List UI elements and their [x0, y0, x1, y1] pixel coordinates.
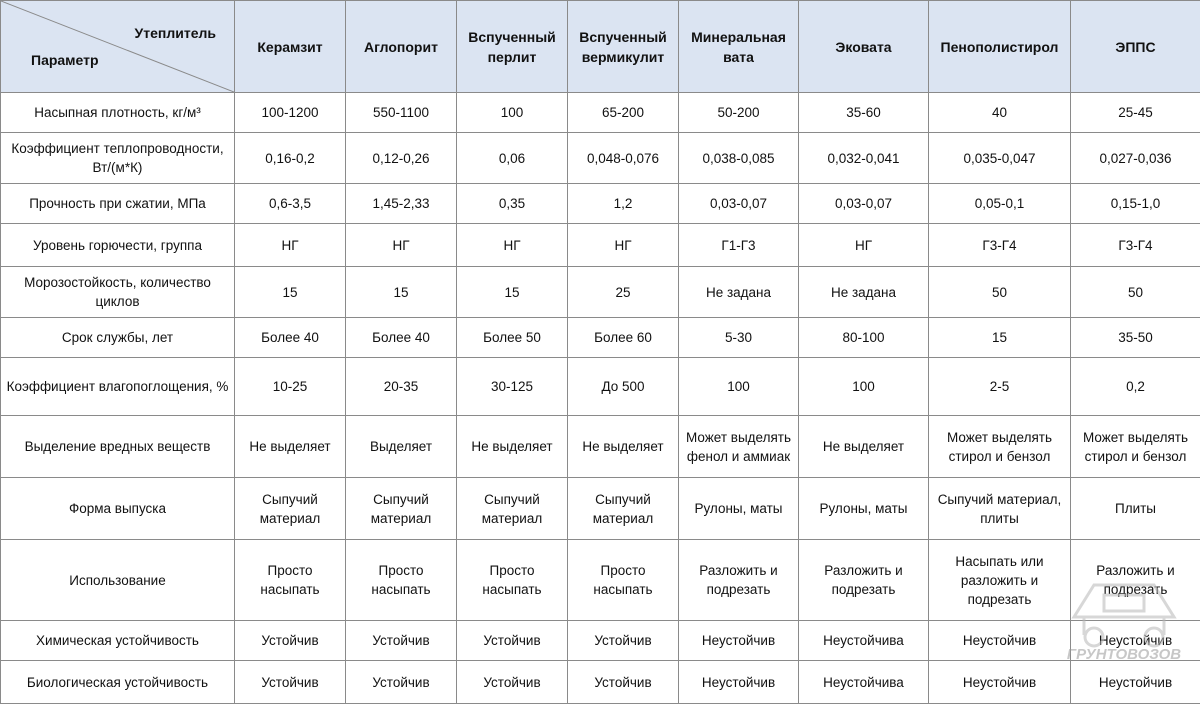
table-cell: Устойчив: [346, 621, 457, 661]
table-row: [1, 540, 1200, 621]
table-cell: 0,05-0,1: [929, 184, 1071, 224]
table-cell: 0,6-3,5: [235, 184, 346, 224]
table-cell: 1,2: [568, 184, 679, 224]
column-header: Вспученный перлит: [457, 1, 568, 93]
table-row: [1, 93, 1200, 133]
row-label: Прочность при сжатии, МПа: [1, 184, 235, 224]
diagonal-divider: [1, 1, 234, 92]
table-cell: Устойчив: [235, 661, 346, 704]
table-cell: НГ: [346, 224, 457, 267]
row-label: Уровень горючести, группа: [1, 224, 235, 267]
table-cell: Может выделять фенол и аммиак: [679, 416, 799, 478]
table-cell: 20-35: [346, 358, 457, 416]
table-cell: Просто насыпать: [235, 540, 346, 621]
table-cell: Неустойчива: [799, 661, 929, 704]
table-cell: 50: [929, 267, 1071, 318]
table-cell: 0,027-0,036: [1071, 133, 1200, 184]
row-label: Использование: [1, 540, 235, 621]
table-cell: 15: [929, 318, 1071, 358]
table-cell: Насыпать или разложить и подрезать: [929, 540, 1071, 621]
table-cell: 25: [568, 267, 679, 318]
table-cell: 0,035-0,047: [929, 133, 1071, 184]
table-cell: Может выделять стирол и бензол: [929, 416, 1071, 478]
table-cell: 100: [457, 93, 568, 133]
table-cell: Неустойчив: [679, 661, 799, 704]
table-cell: 0,2: [1071, 358, 1200, 416]
row-label: Коэффициент влагопоглощения, %: [1, 358, 235, 416]
table-cell: Более 50: [457, 318, 568, 358]
table-cell: 0,15-1,0: [1071, 184, 1200, 224]
table-cell: 5-30: [679, 318, 799, 358]
table-cell: Г1-Г3: [679, 224, 799, 267]
table-cell: Не выделяет: [568, 416, 679, 478]
table-cell: НГ: [799, 224, 929, 267]
table-cell: 15: [457, 267, 568, 318]
table-cell: Сыпучий материал: [568, 478, 679, 540]
row-label: Биологическая устойчивость: [1, 661, 235, 704]
table-cell: 40: [929, 93, 1071, 133]
table-row: [1, 318, 1200, 358]
table-cell: Устойчив: [235, 621, 346, 661]
table-cell: 35-50: [1071, 318, 1200, 358]
column-header: Аглопорит: [346, 1, 457, 93]
table-cell: 15: [235, 267, 346, 318]
table-cell: Не задана: [799, 267, 929, 318]
table-cell: Разложить и подрезать: [1071, 540, 1200, 621]
table-cell: Неустойчива: [799, 621, 929, 661]
table-cell: Не выделяет: [457, 416, 568, 478]
corner-top-label: Утеплитель: [135, 23, 216, 43]
row-label: Морозостойкость, количество циклов: [1, 267, 235, 318]
table-cell: Неустойчив: [679, 621, 799, 661]
table-cell: До 500: [568, 358, 679, 416]
table-cell: Более 40: [346, 318, 457, 358]
table-row: [1, 224, 1200, 267]
table-cell: Устойчив: [346, 661, 457, 704]
table-cell: 100: [799, 358, 929, 416]
table-cell: Устойчив: [568, 621, 679, 661]
table-cell: 2-5: [929, 358, 1071, 416]
watermark-text: ГРУНТОВОЗОВ: [1067, 646, 1181, 663]
column-header: Пенополистирол: [929, 1, 1071, 93]
table-cell: Устойчив: [457, 661, 568, 704]
table-cell: Более 60: [568, 318, 679, 358]
table-cell: Не задана: [679, 267, 799, 318]
table-cell: Сыпучий материал: [457, 478, 568, 540]
column-header: Эковата: [799, 1, 929, 93]
table-cell: 10-25: [235, 358, 346, 416]
corner-header-cell: [1, 1, 235, 93]
table-cell: Просто насыпать: [346, 540, 457, 621]
table-cell: Неустойчив: [929, 621, 1071, 661]
table-cell: Рулоны, маты: [679, 478, 799, 540]
table-cell: 0,06: [457, 133, 568, 184]
table-cell: НГ: [235, 224, 346, 267]
corner-bottom-label: Параметр: [31, 50, 99, 70]
table-cell: 0,038-0,085: [679, 133, 799, 184]
row-label: Химическая устойчивость: [1, 621, 235, 661]
table-cell: Не выделяет: [235, 416, 346, 478]
header-row: [1, 1, 1200, 93]
table-row: [1, 358, 1200, 416]
table-cell: Сыпучий материал: [235, 478, 346, 540]
row-label: Срок службы, лет: [1, 318, 235, 358]
table-cell: 0,16-0,2: [235, 133, 346, 184]
table-cell: Неустойчив: [1071, 661, 1200, 704]
table-cell: 25-45: [1071, 93, 1200, 133]
table-cell: Сыпучий материал: [346, 478, 457, 540]
table-cell: 50-200: [679, 93, 799, 133]
table-cell: НГ: [568, 224, 679, 267]
table-cell: Устойчив: [457, 621, 568, 661]
column-header: Керамзит: [235, 1, 346, 93]
table-cell: Выделяет: [346, 416, 457, 478]
table-cell: Неустойчив: [929, 661, 1071, 704]
table-cell: 100: [679, 358, 799, 416]
table-row: [1, 184, 1200, 224]
row-label: Форма выпуска: [1, 478, 235, 540]
table-cell: Разложить и подрезать: [799, 540, 929, 621]
table-cell: 0,12-0,26: [346, 133, 457, 184]
table-cell: 35-60: [799, 93, 929, 133]
table-cell: Г3-Г4: [929, 224, 1071, 267]
table-cell: НГ: [457, 224, 568, 267]
table-cell: Г3-Г4: [1071, 224, 1200, 267]
column-header: Минеральная вата: [679, 1, 799, 93]
table-cell: 50: [1071, 267, 1200, 318]
table-cell: 80-100: [799, 318, 929, 358]
table-cell: 0,048-0,076: [568, 133, 679, 184]
table-cell: Рулоны, маты: [799, 478, 929, 540]
table-cell: Просто насыпать: [457, 540, 568, 621]
table-row: [1, 478, 1200, 540]
table-cell: Более 40: [235, 318, 346, 358]
table-cell: 65-200: [568, 93, 679, 133]
table-cell: 30-125: [457, 358, 568, 416]
table-cell: 15: [346, 267, 457, 318]
table-row: [1, 416, 1200, 478]
table-cell: Не выделяет: [799, 416, 929, 478]
column-header: ЭППС: [1071, 1, 1200, 93]
table-cell: Плиты: [1071, 478, 1200, 540]
table-cell: 0,03-0,07: [679, 184, 799, 224]
table-cell: Неустойчив: [1071, 621, 1200, 661]
row-label: Коэффициент теплопроводности, Вт/(м*К): [1, 133, 235, 184]
table-cell: 1,45-2,33: [346, 184, 457, 224]
row-label: Насыпная плотность, кг/м³: [1, 93, 235, 133]
table-cell: 0,03-0,07: [799, 184, 929, 224]
table-cell: Разложить и подрезать: [679, 540, 799, 621]
table-cell: 0,35: [457, 184, 568, 224]
table-row: [1, 267, 1200, 318]
table-row: [1, 133, 1200, 184]
table-cell: 550-1100: [346, 93, 457, 133]
table-row: [1, 621, 1200, 661]
table-body: [1, 93, 1200, 704]
table-cell: Сыпучий материал, плиты: [929, 478, 1071, 540]
table-cell: Просто насыпать: [568, 540, 679, 621]
table-cell: Может выделять стирол и бензол: [1071, 416, 1200, 478]
row-label: Выделение вредных веществ: [1, 416, 235, 478]
watermark-logo: [1054, 555, 1194, 665]
table-cell: 100-1200: [235, 93, 346, 133]
column-header: Вспученный вермикулит: [568, 1, 679, 93]
table-cell: 0,032-0,041: [799, 133, 929, 184]
table-cell: Устойчив: [568, 661, 679, 704]
table-row: [1, 661, 1200, 704]
